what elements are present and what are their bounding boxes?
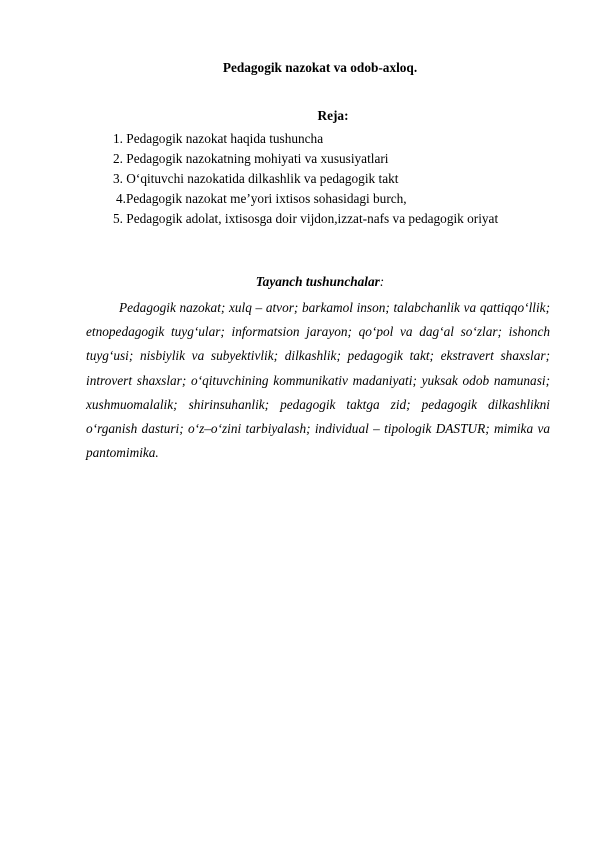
plan-item: 1. Pedagogik nazokat haqida tushuncha — [113, 131, 324, 146]
document-title: Pedagogik nazokat va odob-axloq. — [222, 60, 418, 75]
plan-item: 2. Pedagogik nazokatning mohiyati va xususiyatlari — [113, 151, 389, 166]
key-concepts-heading-text: Tayanch tushunchalar — [255, 274, 380, 289]
plan-list — [113, 129, 498, 229]
key-concepts-paragraph: Pedagogik nazokat; xulq – atvor; barkamol inson; talabchanlik va qattiqqo‘llik; etnopedagogik tuyg‘ular; informatsion jarayon; qo‘pol va dag‘al so‘zlar; ishonch tuyg‘usi; nisbiylik va subyektivlik; dilkashlik; pedagogik takt; ekstravert shaxslar; introvert shaxslar; o‘qituvchining kommunikativ madaniyati; yuksak odob namunasi; xushmuomalalik; shirinsuhanlik; pedagogik taktga zid; pedagogik dilkashlikni o‘rganish dasturi; o‘z–o‘zini tarbiyalash; individual – tipologik DASTUR; mimika va pantomimika. — [86, 300, 550, 461]
plan-item: 5. Pedagogik adolat, ixtisosga doir vijdon,izzat-nafs va pedagogik oriyat — [113, 211, 499, 226]
key-concepts-heading — [0, 273, 596, 291]
plan-heading: Reja: — [317, 108, 349, 123]
key-concepts-heading-colon: : — [379, 274, 385, 289]
plan-item: 3. O‘qituvchi nazokatida dilkashlik va pedagogik takt — [113, 171, 399, 186]
plan-item: 4.Pedagogik nazokat me’yori ixtisos sohasidagi burch, — [116, 191, 407, 206]
